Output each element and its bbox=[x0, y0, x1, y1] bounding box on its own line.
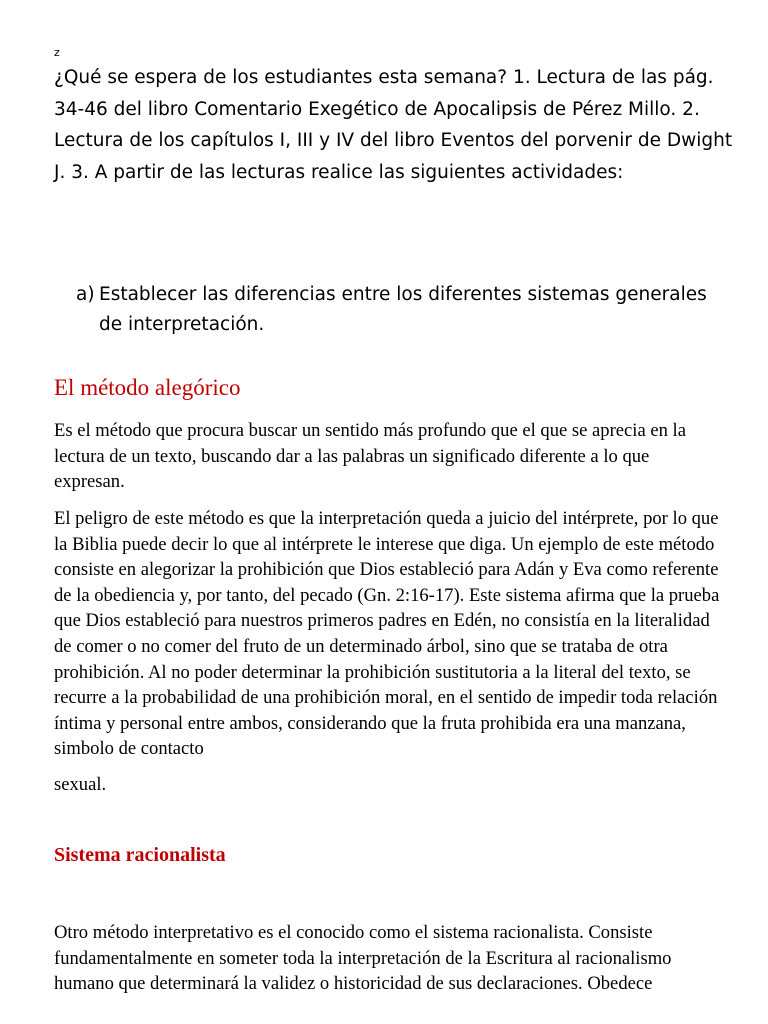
list-item-text: Establecer las diferencias entre los diferentes sistemas generales de interpretación. bbox=[99, 284, 707, 335]
paragraph-definicion-alegorico: Es el método que procura buscar un sentido más profundo que el que se aprecia en la lectura de un texto, buscando dar a las palabras un significado diferente a lo que expresan. bbox=[54, 420, 686, 493]
section-heading-sistema-racionalista: Sistema racionalista bbox=[54, 844, 226, 866]
paragraph-continuation: sexual. bbox=[54, 774, 107, 795]
paragraph-peligro-alegorico: El peligro de este método es que la interpretación queda a juicio del intérprete, por lo que la Biblia puede decir lo que al intérprete le interese que diga. Un ejemplo de este método consiste en alegorizar la prohibición que Dios estableció para Adán y Eva como referente de la obediencia y, por tanto, del pecado (Gn. 2:16-17). Este sistema afirma que la prueba que Dios estableció para nuestros primeros padres en Edén, no consistía en la literalidad de comer o no comer del fruto de un determinado árbol, sino que se trataba de otra prohibición. Al no poder determinar la prohibición sustitutoria a la literal del texto, se recurre a la probabilidad de una prohibición moral, en el sentido de impedir toda relación íntima y personal entre ambos, considerando que la fruta prohibida era una manzana, simbolo de contacto bbox=[54, 508, 720, 760]
paragraph-racionalista: Otro método interpretativo es el conocido como el sistema racionalista. Consiste fundamentalmente en someter toda la interpretación de la Escritura al racionalismo humano que determinará la validez o historicidad de sus declaraciones. Obedece bbox=[54, 922, 672, 995]
list-marker: a) bbox=[76, 284, 95, 305]
page-marker: z bbox=[54, 46, 60, 59]
intro-paragraph: ¿Qué se espera de los estudiantes esta semana? 1. Lectura de las pág. 34-46 del libro Comentario Exegético de Apocalipsis de Pérez Millo. 2. Lectura de los capítulos I, III y IV del libro Eventos del porvenir de Dwight J. 3. A partir de las lecturas realice las siguientes actividades: bbox=[54, 67, 733, 183]
section-heading-metodo-alegorico: El método alegórico bbox=[54, 375, 241, 400]
list-item bbox=[76, 280, 716, 340]
